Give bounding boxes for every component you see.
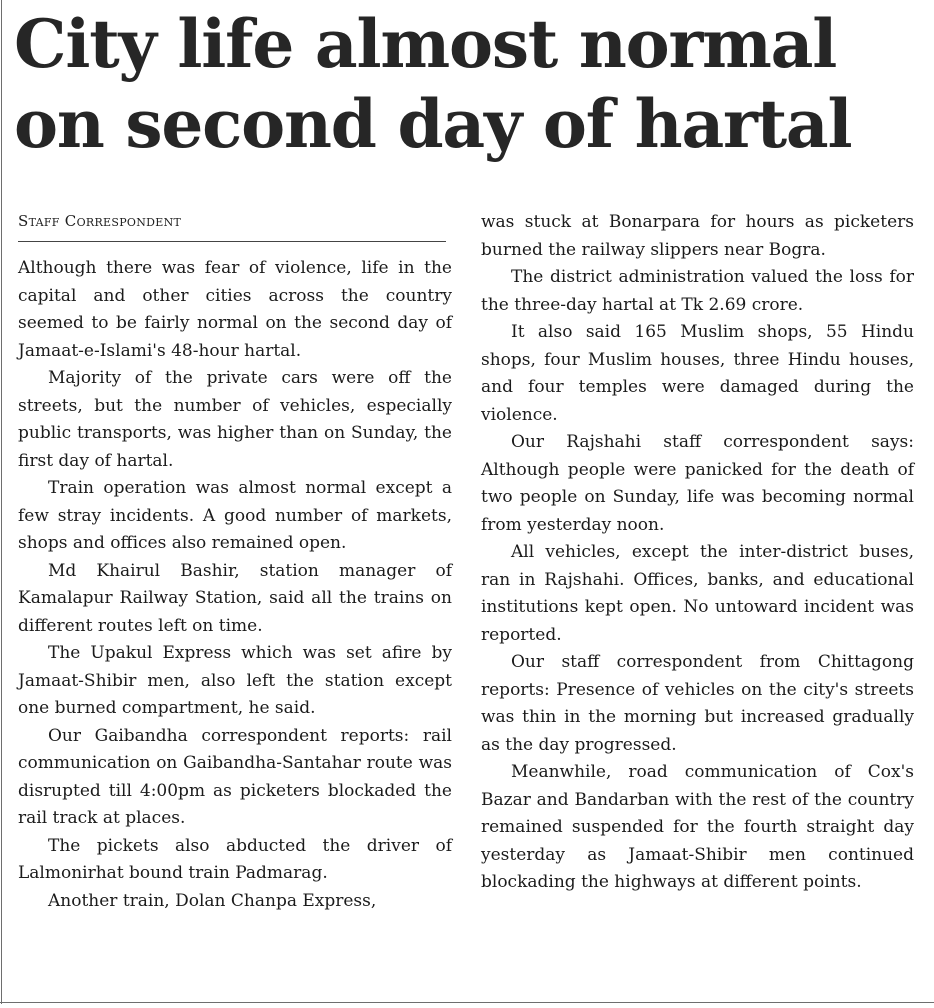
article-column-right [481,209,914,897]
paragraph: Another train, Dolan Chanpa Express, [48,890,377,911]
article-column-left [18,255,452,915]
article-headline [14,4,924,164]
paragraph: The district administration valued the loss for the three-day hartal at Tk 2.69 crore. [481,267,914,315]
paragraph: Our Rajshahi staff correspondent says: Although people were panicked for the death of two people on Sunday, life was becoming normal from yesterday noon. [481,432,914,535]
paragraph: All vehicles, except the inter-district buses, ran in Rajshahi. Offices, banks, and educational institutions kept open. No untoward incident was reported. [481,542,914,645]
headline-line-1: City life almost normal [14,5,837,83]
left-border-rule [1,0,2,1004]
paragraph: Md Khairul Bashir, station manager of Kamalapur Railway Station, said all the trains on different routes left on time. [18,560,452,636]
byline: Staff Correspondent [18,212,182,230]
paragraph: The pickets also abducted the driver of Lalmonirhat bound train Padmarag. [18,835,452,883]
paragraph: Although there was fear of violence, life in the capital and other cities across the country seemed to be fairly normal on the second day of Jamaat-e-Islami's 48-hour hartal. [18,258,452,361]
paragraph: Majority of the private cars were off the streets, but the number of vehicles, especially public transports, was higher than on Sunday, the first day of hartal. [18,368,452,471]
bottom-border-rule [0,1002,934,1003]
headline-line-2: on second day of hartal [14,85,852,163]
paragraph: Our staff correspondent from Chittagong reports: Presence of vehicles on the city's streets was thin in the morning but increased gradually as the day progressed. [481,652,914,755]
byline-divider [18,241,446,242]
paragraph: Train operation was almost normal except a few stray incidents. A good number of markets, shops and offices also remained open. [18,478,452,553]
paragraph-continuation: was stuck at Bonarpara for hours as picketers burned the railway slippers near Bogra. [481,212,914,260]
paragraph: Meanwhile, road communication of Cox's Bazar and Bandarban with the rest of the country remained suspended for the fourth straight day yesterday as Jamaat-Shibir men continued blockading the highways at different points. [481,762,914,892]
paragraph: Our Gaibandha correspondent reports: rail communication on Gaibandha-Santahar route was disrupted till 4:00pm as picketers blockaded the rail track at places. [18,725,452,828]
paragraph: It also said 165 Muslim shops, 55 Hindu shops, four Muslim houses, three Hindu houses, and four temples were damaged during the violence. [481,322,914,425]
paragraph: The Upakul Express which was set afire by Jamaat-Shibir men, also left the station except one burned compartment, he said. [18,643,452,718]
